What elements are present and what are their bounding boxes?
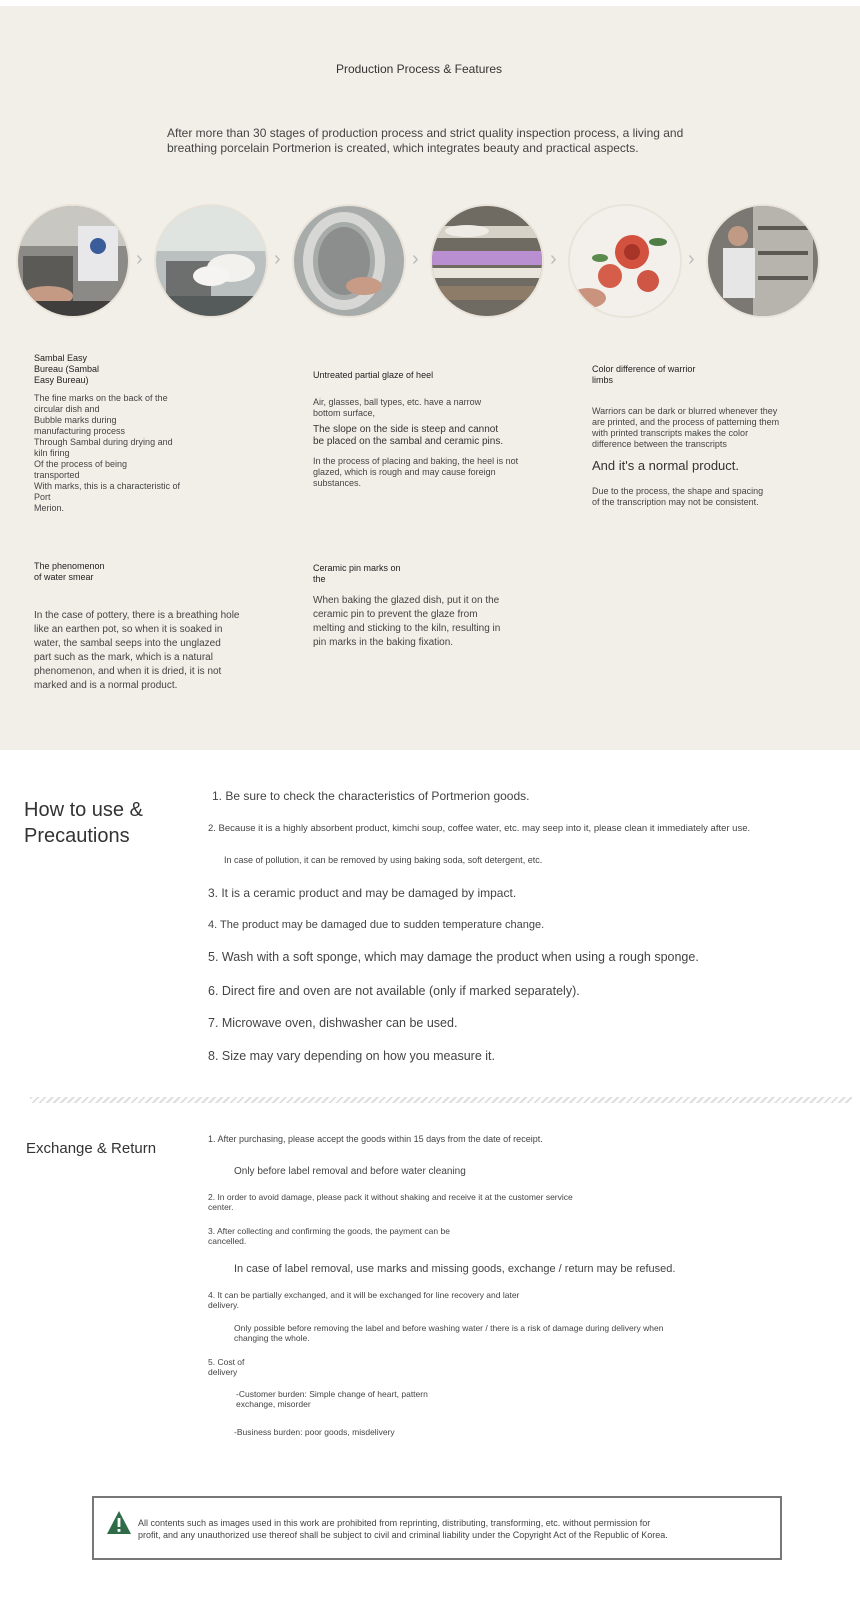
feature-title: of water smear [34, 572, 94, 582]
feature-text: kiln firing [34, 448, 70, 458]
chevron-right-icon: › [274, 248, 281, 270]
copyright-line: profit, and any unauthorized use thereof shall be subject to civil and criminal liability under the Copyright Act of the Republic of Korea. [138, 1530, 668, 1540]
howto-title-line: How to use & [24, 799, 143, 821]
feature-text: ceramic pin to prevent the glaze from [313, 609, 478, 620]
production-panel [0, 6, 860, 750]
feature-text: melting and sticking to the kiln, resulting in [313, 623, 501, 634]
feature-title: Untreated partial glaze of heel [313, 370, 434, 380]
process-photo-2 [154, 204, 268, 318]
feature-text: difference between the transcripts [592, 439, 727, 449]
feature-text: water, the sambal seeps into the unglazed [34, 638, 221, 649]
feature-title: the [313, 574, 326, 584]
exchange-text: cancelled. [208, 1236, 247, 1246]
feature-water-smear [34, 561, 264, 693]
howto-title-line: Precautions [24, 825, 130, 847]
feature-title: Easy Bureau) [34, 375, 89, 385]
exchange-item-1-sub: Only before label removal and before water cleaning [234, 1166, 466, 1177]
feature-text: marked and is a normal product. [34, 680, 178, 691]
feature-text: circular dish and [34, 404, 100, 414]
chevron-right-icon: › [688, 248, 695, 270]
glazing-line-photo [432, 206, 542, 316]
feature-text: manufacturing process [34, 426, 126, 436]
feature-text: are printed, and the process of patterning them [592, 417, 780, 427]
kiln-rack-photo [708, 206, 818, 316]
exchange-text: Only possible before removing the label and before washing water / there is a risk of damage during delivery when [234, 1323, 664, 1333]
section-divider [30, 1097, 852, 1103]
feature-title: limbs [592, 375, 614, 385]
exchange-text: delivery. [208, 1300, 240, 1310]
feature-heel [313, 370, 543, 489]
feature-text: The fine marks on the back of the [34, 393, 168, 403]
process-photo-5 [568, 204, 682, 318]
exchange-item-5-customer [236, 1389, 428, 1409]
feature-text: be placed on the sambal and ceramic pins. [313, 436, 504, 447]
feature-title: Ceramic pin marks on [313, 563, 401, 573]
feature-text: Of the process of being [34, 459, 128, 469]
exchange-item-4 [208, 1290, 519, 1310]
feature-text: substances. [313, 478, 362, 488]
feature-text: like an earthen pot, so when it is soaked in [34, 624, 223, 635]
feature-text: Air, glasses, ball types, etc. have a narrow [313, 397, 482, 407]
exchange-item-5-business: -Business burden: poor goods, misdelivery [234, 1427, 395, 1437]
feature-sambal [34, 353, 194, 514]
exchange-text: exchange, misorder [236, 1399, 311, 1409]
howto-item-5: 5. Wash with a soft sponge, which may damage the product when using a rough sponge. [208, 950, 699, 964]
chevron-right-icon: › [550, 248, 557, 270]
feature-text: And it's a normal product. [592, 458, 739, 473]
process-intro: After more than 30 stages of production process and strict quality inspection process, a living and breathing porcelain Portmerion is created, which integrates beauty and practical aspects. [167, 126, 684, 155]
exchange-text: 4. It can be partially exchanged, and it will be exchanged for line recovery and later [208, 1290, 520, 1300]
process-photo-1 [16, 204, 130, 318]
worker-at-desk-photo [18, 206, 128, 316]
exchange-text: delivery [208, 1367, 238, 1377]
exchange-text: 2. In order to avoid damage, please pack it without shaking and receive it at the customer service [208, 1192, 573, 1202]
feature-text: Through Sambal during drying and [34, 437, 173, 447]
warning-triangle-icon [106, 1510, 132, 1536]
feature-text: In the case of pottery, there is a breathing hole [34, 610, 240, 621]
exchange-item-2 [208, 1192, 573, 1212]
howto-item-4: 4. The product may be damaged due to sudden temperature change. [208, 919, 545, 931]
feature-text: pin marks in the baking fixation. [313, 637, 454, 648]
exchange-item-3-sub: In case of label removal, use marks and missing goods, exchange / return may be refused. [234, 1263, 676, 1275]
howto-item-2-sub: In case of pollution, it can be removed by using baking soda, soft detergent, etc. [224, 855, 543, 865]
exchange-text: center. [208, 1202, 234, 1212]
feature-text: part such as the mark, which is a natural [34, 652, 213, 663]
exchange-text: -Customer burden: Simple change of heart, pattern [236, 1389, 428, 1399]
feature-text: phenomenon, and when it is dried, it is not [34, 666, 222, 677]
copyright-text [138, 1517, 758, 1541]
feature-text: Warriors can be dark or blurred whenever they [592, 406, 778, 416]
feature-text: transported [34, 470, 80, 480]
chevron-right-icon: › [412, 248, 419, 270]
howto-item-6: 6. Direct fire and oven are not available (only if marked separately). [208, 984, 580, 998]
mold-shaping-photo [294, 206, 404, 316]
exchange-item-3 [208, 1226, 450, 1246]
exchange-text: changing the whole. [234, 1333, 310, 1343]
feature-text: Due to the process, the shape and spacing [592, 486, 764, 496]
chevron-right-icon: › [136, 248, 143, 270]
process-title: Production Process & Features [335, 62, 503, 76]
feature-text: Bubble marks during [34, 415, 117, 425]
feature-title: Sambal Easy [34, 353, 88, 363]
copyright-line: All contents such as images used in this work are prohibited from reprinting, distributing, transforming, etc. without permission for [138, 1518, 651, 1528]
howto-title [24, 797, 143, 849]
process-photo-4 [430, 204, 544, 318]
feature-text: Merion. [34, 503, 65, 513]
exchange-text: 3. After collecting and confirming the goods, the payment can be [208, 1226, 450, 1236]
exchange-item-1: 1. After purchasing, please accept the goods within 15 days from the date of receipt. [208, 1134, 543, 1144]
exchange-title: Exchange & Return [26, 1140, 157, 1157]
copyright-notice [92, 1496, 782, 1560]
howto-item-3: 3. It is a ceramic product and may be damaged by impact. [208, 886, 517, 900]
feature-text: with printed transcripts makes the color [592, 428, 749, 438]
feature-text: The slope on the side is steep and cannot [313, 424, 499, 435]
feature-text: of the transcription may not be consistent. [592, 497, 759, 507]
exchange-item-5 [208, 1357, 244, 1377]
feature-color [592, 364, 812, 508]
process-photo-6 [706, 204, 820, 318]
feature-text: In the process of placing and baking, the heel is not [313, 456, 519, 466]
exchange-text: 5. Cost of [208, 1357, 245, 1367]
process-photo-3 [292, 204, 406, 318]
feature-text: bottom surface, [313, 408, 376, 418]
feature-text: When baking the glazed dish, put it on the [313, 595, 500, 606]
howto-item-8: 8. Size may vary depending on how you measure it. [208, 1049, 495, 1063]
gloved-hands-molding-photo [156, 206, 266, 316]
howto-item-2: 2. Because it is a highly absorbent product, kimchi soup, coffee water, etc. may seep into it, please clean it immediately after use. [208, 823, 751, 834]
feature-text: With marks, this is a characteristic of Port [34, 481, 181, 502]
feature-title: The phenomenon [34, 561, 105, 571]
rose-painting-photo [570, 206, 680, 316]
feature-text: glazed, which is rough and may cause foreign [313, 467, 496, 477]
exchange-item-4-sub [234, 1323, 664, 1343]
feature-title: Bureau (Sambal [34, 364, 100, 374]
howto-item-7: 7. Microwave oven, dishwasher can be used. [208, 1016, 458, 1030]
feature-pin-marks [313, 563, 533, 650]
feature-title: Color difference of warrior [592, 364, 696, 374]
howto-item-1: 1. Be sure to check the characteristics of Portmerion goods. [212, 789, 530, 803]
